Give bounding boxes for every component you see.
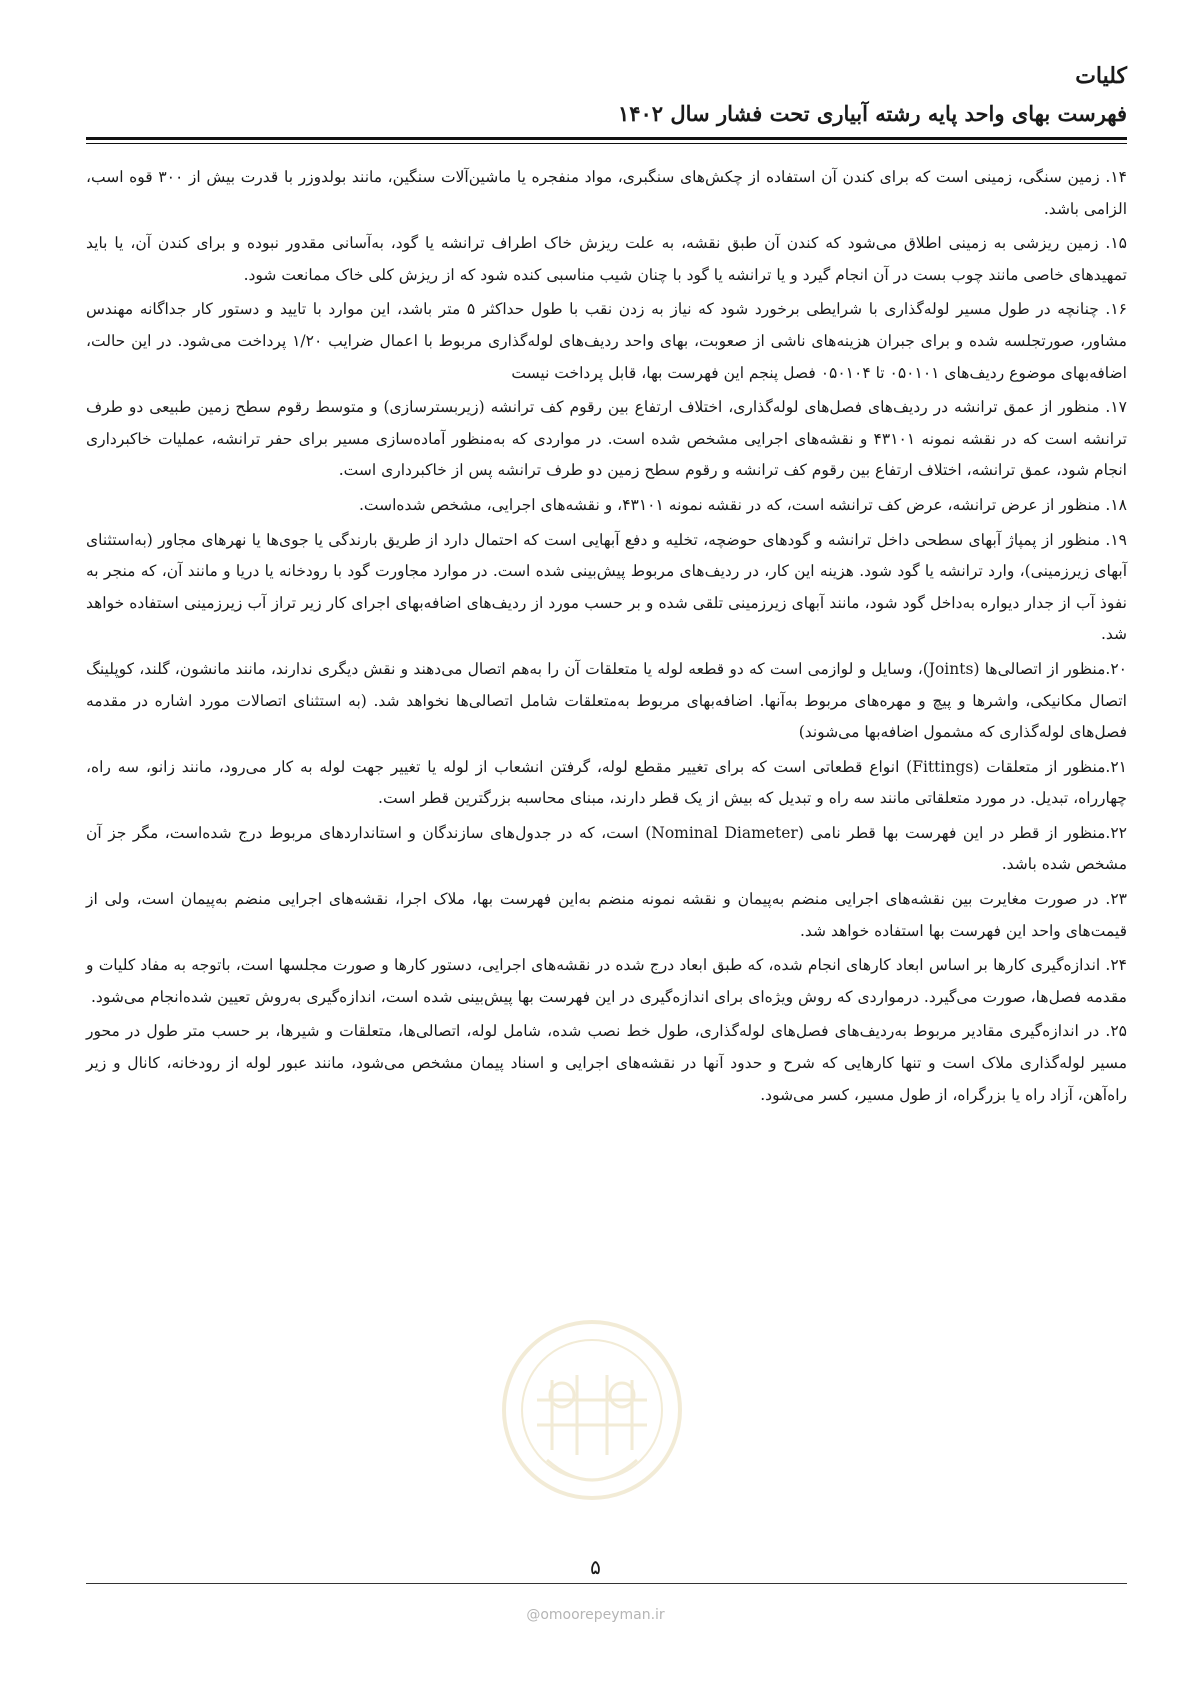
paragraph-23: ۲۳. در صورت مغایرت بین نقشه‌های اجرایی منضم به‌پیمان و نقشه نمونه منضم به‌این فهرست بها، ملاک اجرا، نقشه‌های اجرایی منضم به‌پیمان است، ولی از قیمت‌های واحد این فهرست بها استفاده خواهد شد. (86, 890, 1127, 940)
paragraph-25: ۲۵. در اندازه‌گیری مقادیر مربوط به‌ردیف‌های فصل‌های لوله‌گذاری، طول خط نصب شده، شامل لوله، اتصالی‌ها، متعلقات و شیرها، بر حسب متر طول در محور مسیر لوله‌گذاری ملاک است و تنها کارهایی که شرح و حدود آنها در نقشه‌های اجرایی و اسناد پیمان مشخص می‌شود، مانند عبور لوله از رودخانه، کانال و زیر راه‌آهن، آزاد راه یا بزرگراه، از طول مسیر، کسر می‌شود. (86, 1022, 1127, 1104)
page-number: ۵ (590, 1555, 601, 1579)
page-header (86, 58, 1127, 134)
watermark-seal-logo (492, 1300, 692, 1550)
paragraph-24: ۲۴. اندازه‌گیری کارها بر اساس ابعاد کارهای انجام شده، که طبق ابعاد درج شده در نقشه‌های اجرایی، دستور کارها و صورت مجلسها است، باتوجه به مفاد کلیات و مقدمه فصل‌ها، صورت می‌گیرد. درمواردی که روش ویژه‌ای برای اندازه‌گیری در این فهرست بها پیش‌بینی شده است، اندازه‌گیری به‌روش تعیین شده‌انجام می‌شود. (86, 956, 1127, 1006)
footer-rule (86, 1583, 1127, 1584)
paragraph-17: ۱۷. منظور از عمق ترانشه در ردیف‌های فصل‌های لوله‌گذاری، اختلاف ارتفاع بین رقوم کف ترانشه (زیربسترسازی) و متوسط رقوم سطح زمین طبیعی دو طرف ترانشه است که در نقشه نمونه ۴۳۱۰۱ و نقشه‌های اجرایی مشخص شده است. در مواردی که به‌منظور آماده‌سازی مسیر برای حفر ترانشه، عملیات خاکبرداری انجام شود، عمق ترانشه، اختلاف ارتفاع بین رقوم کف ترانشه و رقوم سطح زمین دو طرف ترانشه پس از خاکبرداری است. (86, 398, 1127, 480)
paragraph-14: ۱۴. زمین سنگی، زمینی است که برای کندن آن استفاده از چکش‌های سنگبری، مواد منفجره یا ماشین‌آلات سنگین، مانند بولدوزر با قدرت بیش از ۳۰۰ قوه اسب، الزامی باشد. (86, 168, 1127, 218)
paragraph-21: ۲۱.منظور از متعلقات (Fittings) انواع قطعاتی است که برای تغییر مقطع لوله، گرفتن انشعاب از لوله یا تغییر جهت لوله به کار می‌رود، مانند زانو، سه راه، چهارراه، تبدیل. در مورد متعلقاتی مانند سه راه و تبدیل که بیش از یک قطر دارند، مبنای محاسبه بزرگترین قطر است. (86, 757, 1128, 808)
paragraph-16: ۱۶. چنانچه در طول مسیر لوله‌گذاری با شرایطی برخورد شود که نیاز به زدن نقب با طول حداکثر ۵ متر باشد، این موارد با تایید و دستور کار جداگانه مهندس مشاور، صورتجلسه شده و برای جبران هزینه‌های ناشی از صعوبت، بهای واحد ردیف‌های لوله‌گذاری مربوط با اعمال ضرایب ۱/۲۰ پرداخت می‌شود. در این حالت، اضافه‌بهای موضوع ردیف‌های ۰۵۰۱۰۱ تا ۰۵۰۱۰۴ فصل پنجم این فهرست بها، قابل پرداخت نیست (86, 300, 1127, 382)
paragraph-20: ۲۰.منظور از اتصالی‌ها (Joints)، وسایل و لوازمی است که دو قطعه لوله یا متعلقات آن را به‌هم اتصال می‌دهند و نقش دیگری ندارند، مانند مانشون، گلند، کوپلینگ اتصال مکانیکی، واشرها و پیچ و مهره‌های مربوط به‌آنها. اضافه‌بهای مربوط به‌متعلقات شامل اتصالی‌ها نخواهد شد. (به استثنای اتصالات مورد اشاره در مقدمه فصل‌های لوله‌گذاری که مشمول اضافه‌بها می‌شوند) (86, 659, 1127, 742)
watermark-text: @omoorepeyman.ir (526, 1607, 665, 1623)
body-text (86, 162, 1127, 1114)
paragraph-18: ۱۸. منظور از عرض ترانشه، عرض کف ترانشه است، که در نقشه نمونه ۴۳۱۰۱، و نقشه‌های اجرایی، مشخص شده‌است. (358, 495, 1127, 514)
header-rule-thin (86, 143, 1127, 144)
paragraph-15: ۱۵. زمین ریزشی به زمینی اطلاق می‌شود که کندن آن طبق نقشه، به علت ریزش خاک اطراف ترانشه یا گود، به‌آسانی مقدور نبوده و برای کندن آن، یا باید تمهیدهای خاصی مانند چوب بست در آن انجام گیرد و یا ترانشه یا گود با چنان شیب مناسبی کنده شود که از ریزش کلی خاک ممانعت شود. (86, 234, 1128, 284)
page-title: کلیات (1075, 63, 1127, 89)
paragraph-19: ۱۹. منظور از پمپاژ آبهای سطحی داخل ترانشه و گودهای حوضچه، تخلیه و دفع آبهایی است که احتمال دارد از طریق بارندگی یا جوی‌ها یا نهرهای مجاور (به‌استثنای آبهای زیرزمینی)، وارد ترانشه یا گود شود. هزینه این کار، در ردیف‌های مربوط پیش‌بینی شده است. در موارد مجاورت گود با رودخانه یا دریا و مانند آن، که منجر به نفوذ آب از جدار دیواره به‌داخل گود شود، مانند آبهای زیرزمینی تلقی شده و بر حسب مورد از ردیف‌های اضافه‌بهای اجرای کار زیر تراز آب زیرزمینی استفاده خواهد شد. (86, 530, 1127, 644)
page-subtitle: فهرست بهای واحد پایه رشته آبیاری تحت فشار سال ۱۴۰۲ (617, 101, 1127, 126)
header-rule-thick (86, 137, 1127, 140)
paragraph-22: ۲۲.منظور از قطر در این فهرست بها قطر نامی (Nominal Diameter) است، که در جدول‌های سازندگان و استانداردهای مربوط درج شده‌است، مگر جز آن مشخص شده باشد. (86, 823, 1127, 874)
